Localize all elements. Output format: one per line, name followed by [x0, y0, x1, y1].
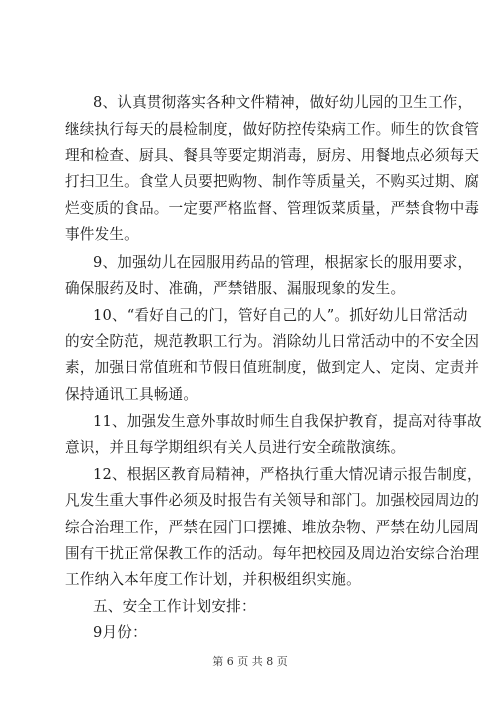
text-line: 烂变质的食品。一定要严格监督、管理饭菜质量，严禁食物中毒: [65, 200, 480, 217]
text-line: 意识，并且每学期组织有关人员进行安全疏散演练。: [65, 439, 406, 456]
text-line: 工作纳入本年度工作计划，并积极组织实施。: [65, 571, 361, 588]
text-line: 8、认真贯彻落实各种文件精神，做好幼儿园的卫生工作，: [93, 94, 473, 111]
text-line: 10、“看好自己的门，管好自己的人”。抓好幼儿日常活动: [93, 307, 468, 324]
section-heading: 五、安全工作计划安排：: [93, 598, 256, 615]
text-line: 围有干扰正常保教工作的活动。每年把校园及周边治安综合治理: [65, 545, 480, 562]
text-line: 的安全防范，规范教职工行为。消除幼儿日常活动中的不安全因: [65, 333, 480, 350]
text-line: 理和检查、厨具、餐具等要定期消毒，厨房、用餐地点必须每天: [65, 147, 480, 164]
month-heading: 9月份：: [93, 624, 147, 641]
text-line: 素，加强日常值班和节假日值班制度，做到定人、定岗、定责并: [65, 359, 480, 376]
text-line: 保持通讯工具畅通。: [65, 386, 199, 403]
text-line: 确保服药及时、准确，严禁错服、漏服现象的发生。: [65, 280, 406, 297]
text-line: 凡发生重大事件必须及时报告有关领导和部门。加强校园周边的: [65, 492, 480, 509]
page-footer: 第 6 页 共 8 页: [212, 655, 288, 668]
text-line: 事件发生。: [65, 226, 139, 243]
text-line: 9、加强幼儿在园服用药品的管理，根据家长的服用要求，: [93, 254, 473, 271]
text-line: 12、根据区教育局精神，严格执行重大情况请示报告制度，: [93, 466, 482, 483]
text-line: 11、加强发生意外事故时师生自我保护教育，提高对待事故: [93, 413, 482, 430]
text-line: 打扫卫生。食堂人员要把购物、制作等质量关，不购买过期、腐: [65, 173, 480, 190]
text-line: 综合治理工作，严禁在园门口摆摊、堆放杂物、严禁在幼儿园周: [65, 519, 480, 536]
text-line: 继续执行每天的晨检制度，做好防控传染病工作。师生的饮食管: [65, 121, 480, 138]
